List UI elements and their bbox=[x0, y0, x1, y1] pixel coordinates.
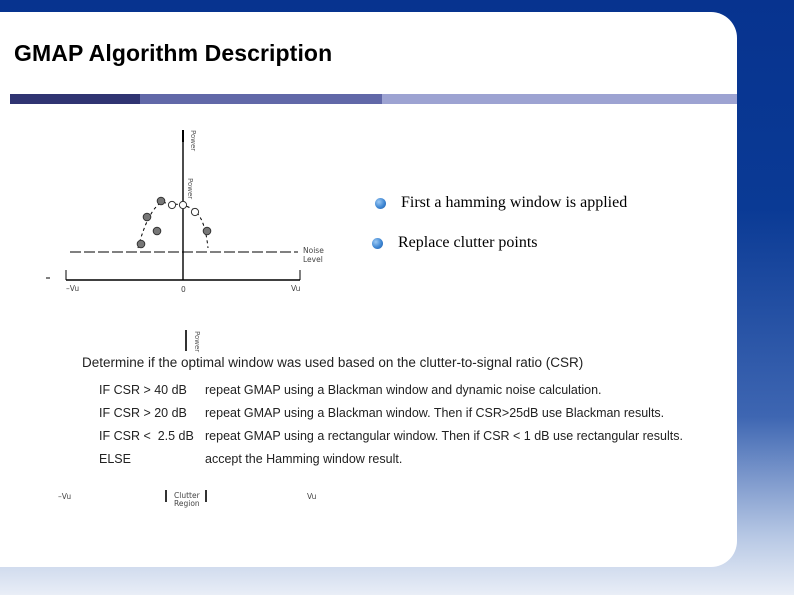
top-y-axis-label: Power bbox=[186, 178, 194, 200]
open-spectrum-point bbox=[168, 201, 175, 208]
csr-condition: IF CSR < 2.5 dB bbox=[99, 428, 194, 443]
csr-rules-block bbox=[82, 355, 683, 470]
bullet-dot-icon bbox=[372, 238, 383, 249]
filled-spectrum-point bbox=[203, 227, 211, 235]
bullet-text: First a hamming window is applied bbox=[401, 194, 628, 211]
noise-level-label: Noise bbox=[303, 246, 324, 255]
csr-rule-row bbox=[82, 401, 683, 424]
top-y-axis-tick-label: Power bbox=[189, 130, 197, 152]
filled-spectrum-point bbox=[143, 213, 151, 221]
csr-rule-row bbox=[82, 378, 683, 401]
bullet-item bbox=[375, 194, 627, 212]
top-x-center-label: 0 bbox=[181, 285, 186, 294]
clutter-region-label-line2: Region bbox=[174, 499, 200, 508]
csr-action: accept the Hamming window result. bbox=[205, 451, 403, 466]
title-bar-segment-light bbox=[382, 94, 737, 104]
csr-action: repeat GMAP using a Blackman window. Then if CSR>25dB use Blackman results. bbox=[205, 405, 665, 420]
clutter-region-label: Clutter bbox=[174, 491, 200, 500]
open-spectrum-point bbox=[191, 208, 198, 215]
csr-action: repeat GMAP using a rectangular window. Then if CSR < 1 dB use rectangular results. bbox=[205, 428, 683, 443]
bottom-x-right-label: Vu bbox=[307, 492, 317, 501]
csr-condition: IF CSR > 40 dB bbox=[99, 382, 187, 397]
bottom-y-axis-label: Power bbox=[193, 331, 201, 353]
bottom-x-left-label: –Vu bbox=[58, 492, 72, 501]
top-x-right-label: Vu bbox=[291, 284, 301, 293]
filled-spectrum-point bbox=[137, 240, 145, 248]
csr-rule-row bbox=[82, 424, 683, 447]
title-underline-bar bbox=[10, 94, 737, 104]
bullet-dot-icon bbox=[375, 198, 386, 209]
csr-rule-row bbox=[82, 447, 683, 470]
csr-heading: Determine if the optimal window was used based on the clutter-to-signal ratio (CSR) bbox=[82, 355, 584, 370]
open-spectrum-point bbox=[179, 201, 186, 208]
title-bar-segment-mid bbox=[140, 94, 382, 104]
csr-condition: ELSE bbox=[99, 451, 131, 466]
bullet-text: Replace clutter points bbox=[398, 234, 538, 251]
csr-condition: IF CSR > 20 dB bbox=[99, 405, 187, 420]
bullet-item bbox=[372, 234, 538, 252]
title-bar-segment-dark bbox=[10, 94, 140, 104]
noise-level-label-line2: Level bbox=[303, 255, 323, 264]
csr-action: repeat GMAP using a Blackman window and dynamic noise calculation. bbox=[205, 382, 602, 397]
filled-spectrum-point bbox=[153, 227, 161, 235]
filled-spectrum-point bbox=[157, 197, 165, 205]
page-title: GMAP Algorithm Description bbox=[14, 40, 333, 66]
top-x-left-label: –Vu bbox=[66, 284, 80, 293]
top-spectrum-chart bbox=[46, 130, 324, 294]
